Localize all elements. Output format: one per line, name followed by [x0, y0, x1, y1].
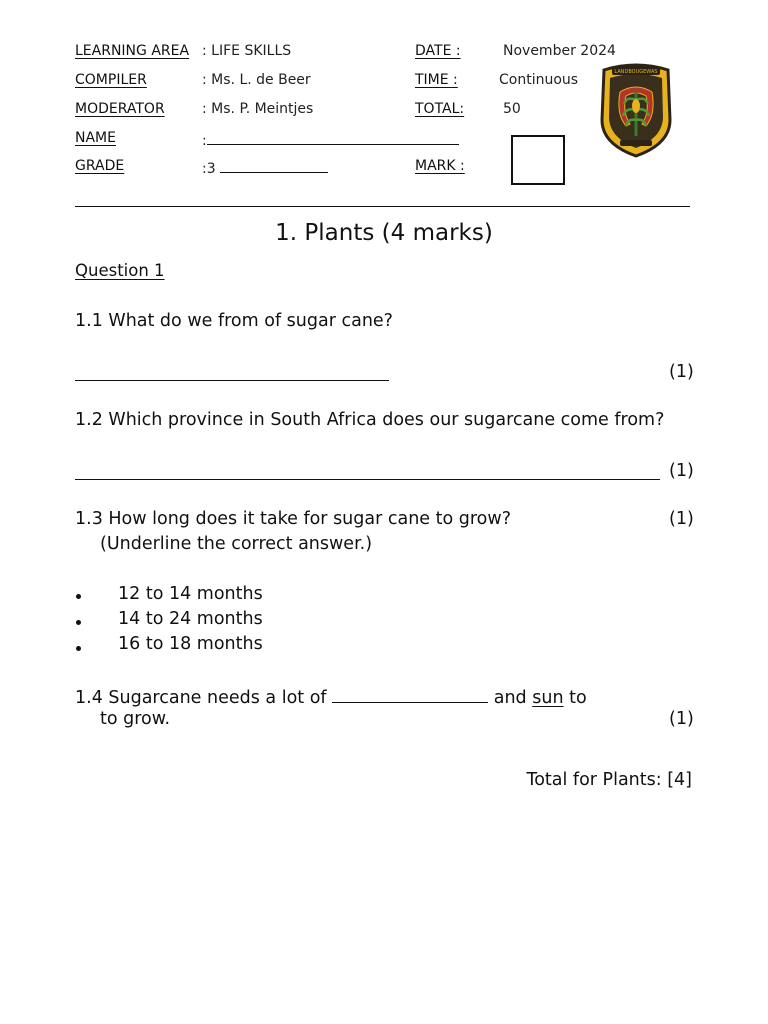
compiler-value: : Ms. L. de Beer: [202, 72, 311, 88]
bullet-icon: [76, 620, 81, 625]
time-value: Continuous: [499, 72, 579, 88]
answer-line-1-4[interactable]: [332, 684, 488, 703]
option-3[interactable]: 16 to 18 months: [118, 634, 263, 654]
learning-area-label: LEARNING AREA: [75, 43, 190, 59]
answer-line-1-2[interactable]: [75, 479, 660, 480]
total-value: 50: [503, 101, 521, 117]
question-1-4-line2: to grow.: [100, 709, 171, 729]
name-blank-line: [207, 130, 459, 145]
grade-label: GRADE: [75, 158, 125, 174]
date-value: November 2024: [503, 43, 616, 59]
mark-box[interactable]: [511, 135, 565, 185]
name-field[interactable]: [202, 130, 459, 149]
grade-value: :3: [202, 161, 216, 177]
option-2[interactable]: 14 to 24 months: [118, 609, 263, 629]
time-label: TIME :: [415, 72, 458, 88]
bullet-icon: [76, 646, 81, 651]
option-1[interactable]: 12 to 14 months: [118, 584, 263, 604]
name-colon: :: [202, 133, 207, 149]
total-for-plants: Total for Plants: [4]: [526, 770, 692, 790]
name-label: NAME: [75, 130, 116, 146]
mark-label: MARK :: [415, 158, 465, 174]
grade-blank-line: [220, 158, 328, 173]
question-1-4-suffix: to: [569, 688, 587, 708]
mark-1-2: (1): [669, 461, 694, 481]
svg-text:LANDBOUGEWAS: LANDBOUGEWAS: [614, 69, 658, 75]
question-1-4: [75, 684, 587, 708]
mark-1-3: (1): [669, 509, 694, 529]
grade-field[interactable]: [202, 158, 328, 177]
question-1-1: 1.1 What do we from of sugar cane?: [75, 311, 393, 331]
total-label: TOTAL:: [415, 101, 465, 117]
mark-1-1: (1): [669, 362, 694, 382]
question-1-3-instruction: (Underline the correct answer.): [100, 534, 373, 554]
mark-1-4: (1): [669, 709, 694, 729]
moderator-label: MODERATOR: [75, 101, 165, 117]
header-divider: [75, 206, 690, 207]
moderator-value: : Ms. P. Meintjes: [202, 101, 314, 117]
section-title: 1. Plants (4 marks): [275, 220, 493, 246]
compiler-label: COMPILER: [75, 72, 147, 88]
question-1-4-and: and: [493, 688, 527, 708]
school-crest-icon: [596, 62, 676, 158]
answer-line-1-1[interactable]: [75, 380, 389, 381]
question-1-4-prefix: 1.4 Sugarcane needs a lot of: [75, 688, 327, 708]
question-heading: Question 1: [75, 261, 165, 280]
question-1-2: 1.2 Which province in South Africa does our sugarcane come from?: [75, 410, 665, 430]
question-1-3: 1.3 How long does it take for sugar cane to grow?: [75, 509, 511, 529]
underlined-word-sun: sun: [532, 688, 564, 708]
date-label: DATE :: [415, 43, 461, 59]
learning-area-value: : LIFE SKILLS: [202, 43, 292, 59]
bullet-icon: [76, 594, 81, 599]
